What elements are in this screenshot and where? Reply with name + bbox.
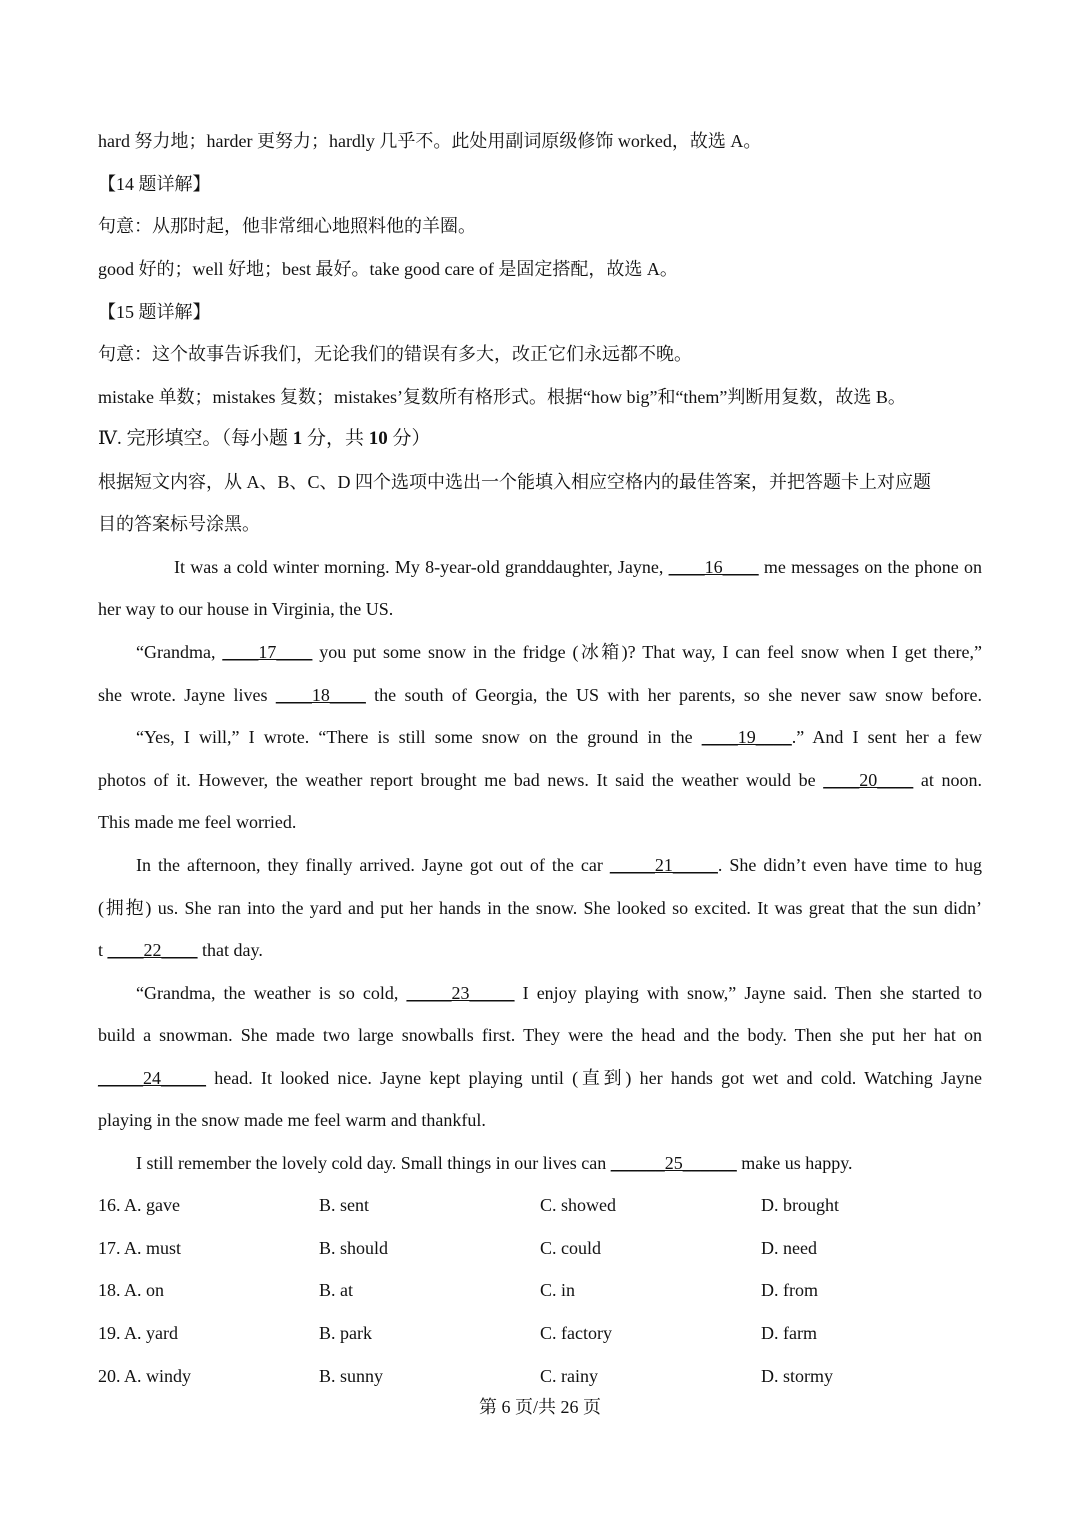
explanation-15-detail: mistake 单数；mistakes 复数；mistakes’复数所有格形式。根据“how big”和“them”判断用复数，故选 B。 xyxy=(98,387,906,407)
option-20-b: B. sunny xyxy=(319,1366,384,1386)
section-title: Ⅳ. 完形填空。（每小题 1 分，共 10 分） xyxy=(98,428,431,449)
blank-18: ____18____ xyxy=(275,685,366,705)
passage-p3-line2: photos of it. However, the weather report brought me bad news. It said the weather would be ____20____ at noon. xyxy=(98,770,982,790)
blank-16: ____16____ xyxy=(668,557,759,577)
passage-p2-line1: “Grandma, ____17____ you put some snow in the fridge (冰箱)? That way, I can feel snow when I get there,” xyxy=(136,642,982,662)
explanation-13-line: hard 努力地；harder 更努力；hardly 几乎不。此处用副词原级修饰 worked，故选 A。 xyxy=(98,131,762,151)
option-16-a: 16. A. gave xyxy=(98,1195,180,1215)
section-instructions-1: 根据短文内容，从 A、B、C、D 四个选项中选出一个能填入相应空格内的最佳答案，并把答题卡上对应题 xyxy=(98,472,932,492)
option-17-b: B. should xyxy=(319,1238,389,1258)
option-17-d: D. need xyxy=(761,1238,817,1258)
option-16-c: C. showed xyxy=(540,1195,616,1215)
passage-p3-line1: “Yes, I will,” I wrote. “There is still some snow on the ground in the ____19____.” And I sent her a few xyxy=(136,727,982,747)
blank-17: ____17____ xyxy=(222,642,313,662)
option-19-c: C. factory xyxy=(540,1323,612,1343)
option-19-d: D. farm xyxy=(761,1323,817,1343)
options-row-19 xyxy=(98,1320,982,1346)
blank-19: ____19____ xyxy=(701,727,792,747)
passage-p5-line2: build a snowman. She made two large snowballs first. They were the head and the body. Then she put her hat on xyxy=(98,1025,982,1045)
passage-p5-line3: _____24_____ head. It looked nice. Jayne kept playing until (直到) her hands got wet and cold. Watching Jayne xyxy=(98,1068,982,1088)
option-19-b: B. park xyxy=(319,1323,372,1343)
passage-p4-line2: (拥抱) us. She ran into the yard and put her hands in the snow. She looked so excited. It was great that the sun didn’ xyxy=(98,898,982,918)
option-18-a: 18. A. on xyxy=(98,1280,165,1300)
passage-p2-line2: she wrote. Jayne lives ____18____ the south of Georgia, the US with her parents, so she never saw snow before. xyxy=(98,685,982,705)
page-footer: 第 6 页/共 26 页 xyxy=(478,1397,601,1417)
passage-p6-line1: I still remember the lovely cold day. Small things in our lives can ______25______ make us happy. xyxy=(136,1153,853,1173)
explanation-15-meaning: 句意：这个故事告诉我们，无论我们的错误有多大，改正它们永远都不晚。 xyxy=(98,344,692,364)
option-18-b: B. at xyxy=(319,1280,353,1300)
passage-p1-line1: It was a cold winter morning. My 8-year-old granddaughter, Jayne, ____16____ me messages on the phone on xyxy=(174,557,983,577)
blank-24: _____24_____ xyxy=(98,1068,206,1088)
heading-15: 【15 题详解】 xyxy=(98,302,211,322)
option-16-b: B. sent xyxy=(319,1195,370,1215)
option-20-d: D. stormy xyxy=(761,1366,833,1386)
option-20-c: C. rainy xyxy=(540,1366,598,1386)
option-17-a: 17. A. must xyxy=(98,1238,182,1258)
options-row-17 xyxy=(98,1235,982,1261)
options-row-20 xyxy=(98,1363,982,1389)
option-18-c: C. in xyxy=(540,1280,576,1300)
options-row-16 xyxy=(98,1192,982,1218)
option-20-a: 20. A. windy xyxy=(98,1366,192,1386)
option-16-d: D. brought xyxy=(761,1195,839,1215)
passage-p4-line3: t ____22____ that day. xyxy=(98,940,263,960)
option-18-d: D. from xyxy=(761,1280,818,1300)
blank-25: ______25______ xyxy=(610,1153,737,1173)
passage-p3-line3: This made me feel worried. xyxy=(98,812,297,832)
option-19-a: 19. A. yard xyxy=(98,1323,178,1343)
explanation-14-detail: good 好的；well 好地；best 最好。take good care of 是固定搭配，故选 A。 xyxy=(98,259,678,279)
blank-23: _____23_____ xyxy=(406,983,515,1003)
options-row-18 xyxy=(98,1277,982,1303)
passage-p4-line1: In the afternoon, they finally arrived. Jayne got out of the car _____21_____. She didn’t even have time to hug xyxy=(136,855,982,875)
passage-p5-line4: playing in the snow made me feel warm and thankful. xyxy=(98,1110,486,1130)
passage-p5-line1: “Grandma, the weather is so cold, _____23_____ I enjoy playing with snow,” Jayne said. Then she started to xyxy=(136,983,982,1003)
explanation-14-meaning: 句意：从那时起，他非常细心地照料他的羊圈。 xyxy=(98,216,476,236)
blank-21: _____21_____ xyxy=(609,855,718,875)
heading-14: 【14 题详解】 xyxy=(98,174,211,194)
passage-p1-line2: her way to our house in Virginia, the US. xyxy=(98,599,394,619)
blank-22: ____22____ xyxy=(107,940,198,960)
section-instructions-2: 目的答案标号涂黑。 xyxy=(98,514,260,534)
option-17-c: C. could xyxy=(540,1238,601,1258)
blank-20: ____20____ xyxy=(823,770,914,790)
